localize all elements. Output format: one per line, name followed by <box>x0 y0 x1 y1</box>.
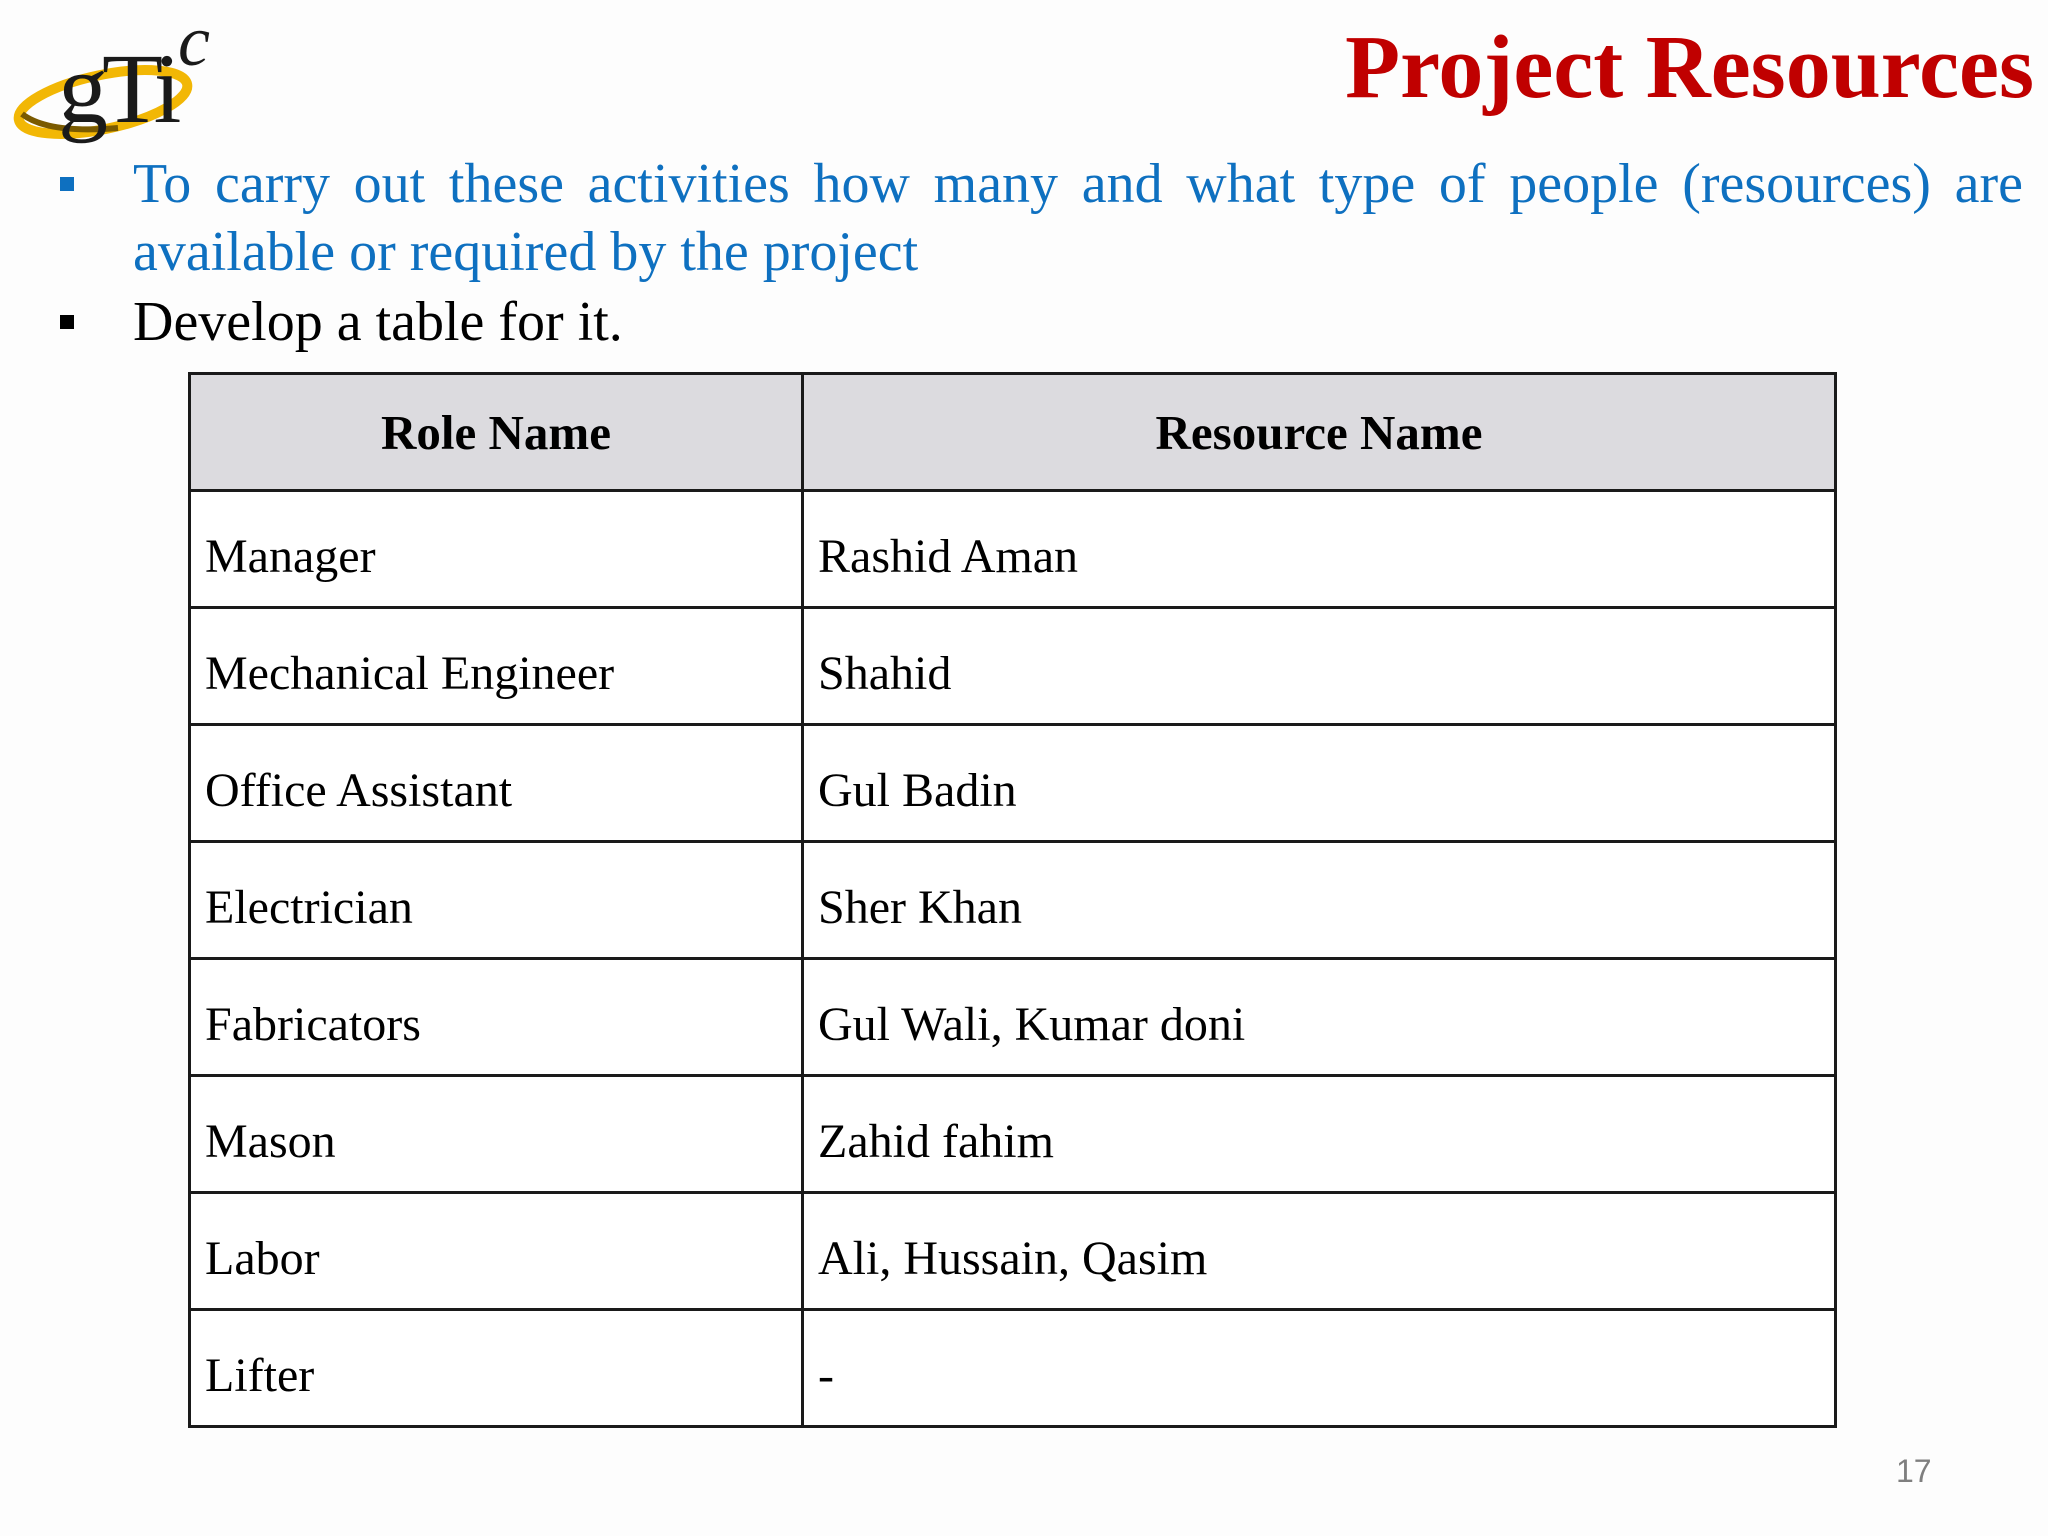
resource-cell: Sher Khan <box>803 842 1836 959</box>
table-row <box>190 725 1836 842</box>
table-row <box>190 959 1836 1076</box>
bullet-marker-square-icon <box>60 177 74 191</box>
resource-cell: Gul Wali, Kumar doni <box>803 959 1836 1076</box>
table-row <box>190 491 1836 608</box>
resource-cell: Zahid fahim <box>803 1076 1836 1193</box>
resource-cell: Rashid Aman <box>803 491 1836 608</box>
page-number: 17 <box>1896 1453 1932 1489</box>
header-role-name: Role Name <box>190 374 803 491</box>
bullet-1-line-1: To carry out these activities how many and what type of people (resources) are <box>133 153 2023 215</box>
slide-title: Project Resources <box>1345 18 2034 117</box>
table-row <box>190 608 1836 725</box>
resources-table <box>188 372 1837 1428</box>
resource-cell: Gul Badin <box>803 725 1836 842</box>
table-row <box>190 1310 1836 1427</box>
role-cell: Office Assistant <box>190 725 803 842</box>
table-row <box>190 1076 1836 1193</box>
header-resource-name: Resource Name <box>803 374 1836 491</box>
table-row <box>190 842 1836 959</box>
bullet-item-2: Develop a table for it. <box>133 291 623 353</box>
logo-letters: gTi <box>58 33 176 144</box>
role-cell: Labor <box>190 1193 803 1310</box>
bullet-1-line-2: available or required by the project <box>133 221 919 283</box>
resource-cell: Shahid <box>803 608 1836 725</box>
bullet-marker-square-icon <box>60 315 74 329</box>
bullet-item-1 <box>133 150 2023 286</box>
role-cell: Fabricators <box>190 959 803 1076</box>
table-row <box>190 1193 1836 1310</box>
resource-cell: - <box>803 1310 1836 1427</box>
role-cell: Electrician <box>190 842 803 959</box>
gtic-logo <box>8 10 233 145</box>
role-cell: Mechanical Engineer <box>190 608 803 725</box>
role-cell: Manager <box>190 491 803 608</box>
role-cell: Lifter <box>190 1310 803 1427</box>
role-cell: Mason <box>190 1076 803 1193</box>
resource-cell: Ali, Hussain, Qasim <box>803 1193 1836 1310</box>
table-header-row <box>190 374 1836 491</box>
logo-superscript: c <box>178 10 210 81</box>
